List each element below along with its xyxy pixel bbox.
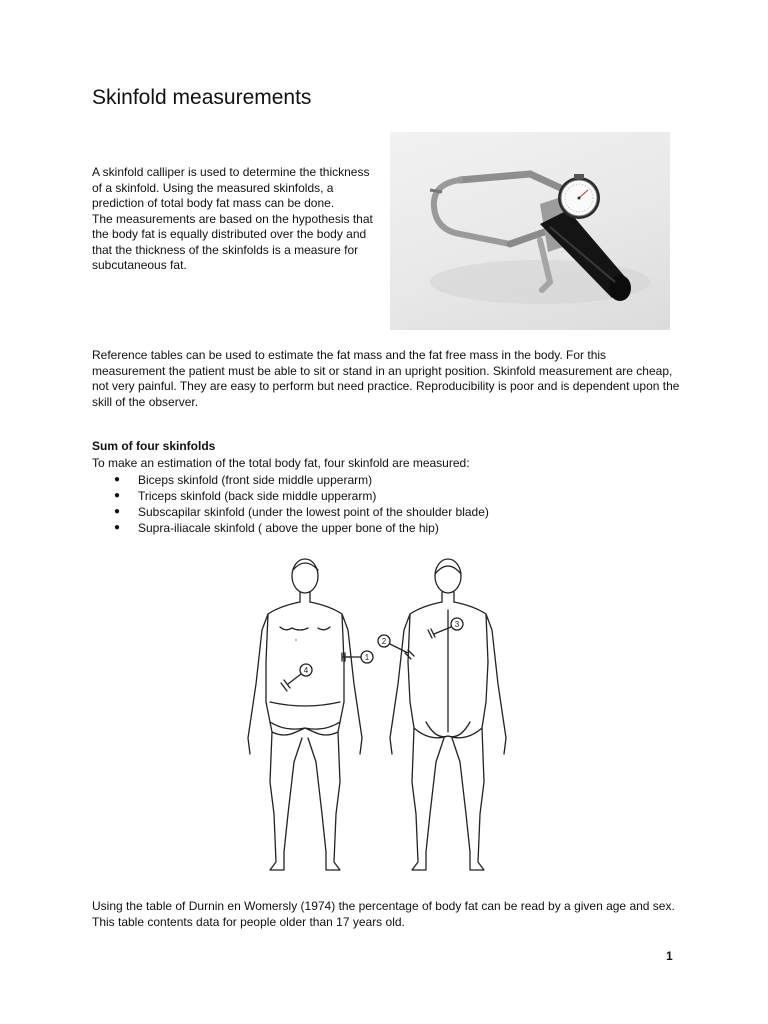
skinfold-list bbox=[92, 472, 682, 536]
skinfold-calliper-photo bbox=[390, 132, 670, 330]
back-body-figure bbox=[378, 559, 506, 870]
intro-text bbox=[92, 165, 377, 274]
list-item bbox=[92, 472, 682, 488]
list-item bbox=[92, 488, 682, 504]
marker-label-3: 3 bbox=[454, 620, 460, 629]
marker-label-2: 2 bbox=[381, 637, 387, 646]
list-item-text: Supra-iliacale skinfold ( above the upper bone of the hip) bbox=[138, 521, 439, 535]
reference-paragraph: Reference tables can be used to estimate the fat mass and the fat free mass in the body. For this measurement the patient must be able to sit or stand in an upright position. Skinfold measurement are cheap, not very painful. They are easy to perform but need practice. Reproducibility is poor and is dependent upon the skill of the observer. bbox=[92, 348, 680, 409]
list-item-text: Triceps skinfold (back side middle upperarm) bbox=[138, 489, 377, 503]
bullet-icon: ● bbox=[114, 506, 121, 517]
page-number: 1 bbox=[666, 949, 673, 963]
bullet-icon: ● bbox=[114, 490, 121, 501]
calliper-illustration bbox=[390, 132, 670, 330]
bullet-icon: ● bbox=[114, 474, 121, 485]
intro-paragraph-1: A skinfold calliper is used to determine the thickness of a skinfold. Using the measured skinfolds, a prediction of total body fat mass can be done. bbox=[92, 165, 370, 210]
list-item bbox=[92, 504, 682, 520]
marker-label-1: 1 bbox=[364, 653, 370, 662]
intro-paragraph-2: The measurements are based on the hypothesis that the body fat is equally distributed over the body and that the thickness of the skinfolds is a measure for subcutaneous fat. bbox=[92, 211, 373, 272]
list-item-text: Biceps skinfold (front side middle upperarm) bbox=[138, 473, 373, 487]
section-lead: To make an estimation of the total body fat, four skinfold are measured: bbox=[92, 456, 470, 470]
list-item bbox=[92, 520, 682, 536]
section-heading: Sum of four skinfolds bbox=[92, 439, 216, 453]
marker-label-4: 4 bbox=[303, 666, 309, 675]
footer-paragraph: Using the table of Durnin en Womersly (1974) the percentage of body fat can be read by a given age and sex. This table contents data for people older than 17 years old. bbox=[92, 899, 675, 929]
bullet-icon: ● bbox=[114, 522, 121, 533]
list-item-text: Subscapilar skinfold (under the lowest point of the shoulder blade) bbox=[138, 505, 489, 519]
page-title: Skinfold measurements bbox=[92, 86, 312, 109]
body-diagram bbox=[230, 552, 520, 882]
front-body-figure bbox=[248, 559, 373, 870]
